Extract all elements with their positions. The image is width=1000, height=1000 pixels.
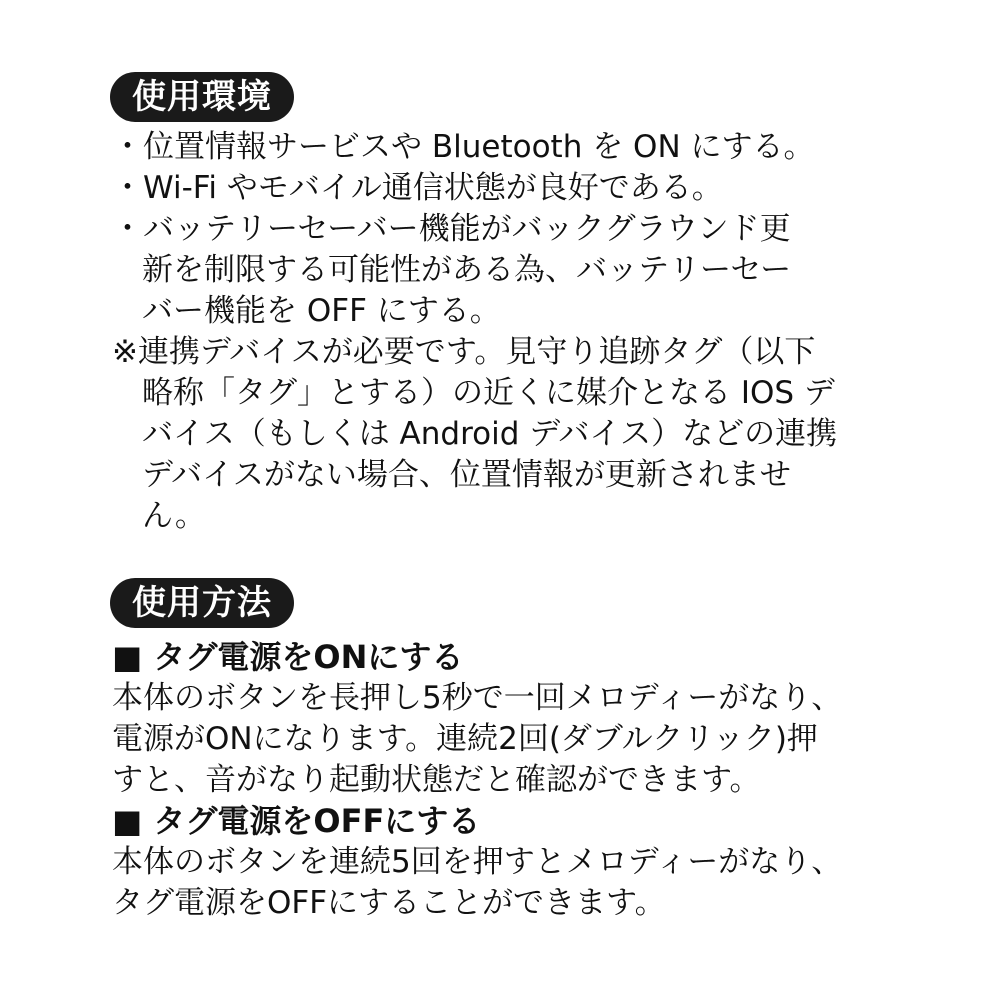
power-on-text-line: 電源がONになります。連続2回(ダブルクリック)押 — [112, 721, 818, 757]
env-line: ・Wi-Fi やモバイル通信状態が良好である。 — [112, 170, 723, 206]
power-off-subheading: ■ タグ電源をOFFにする — [112, 802, 481, 840]
environment-list — [112, 127, 902, 537]
power-on-subheading: ■ タグ電源をONにする — [112, 638, 464, 676]
env-note-line: 略称「タグ」とする）の近くに媒介となる IOS デ — [142, 375, 835, 411]
env-line: 新を制限する可能性がある為、バッテリーセー — [142, 252, 792, 288]
env-note-line: ん。 — [142, 498, 206, 534]
power-off-text-line: 本体のボタンを連続5回を押すとメロディーがなり、 — [112, 844, 843, 880]
section-heading-environment: 使用環境 — [110, 72, 294, 122]
env-note-line: ※連携デバイスが必要です。見守り追跡タグ（以下 — [112, 334, 816, 370]
power-off-text-line: タグ電源をOFFにすることができます。 — [112, 885, 666, 921]
power-on-text-line: 本体のボタンを長押し5秒で一回メロディーがなり、 — [112, 680, 843, 716]
power-on-text-line: すと、音がなり起動状態だと確認ができます。 — [112, 762, 761, 798]
env-line: ・バッテリーセーバー機能がバックグラウンド更 — [112, 211, 791, 247]
env-line: バー機能を OFF にする。 — [142, 293, 501, 329]
section-heading-usage: 使用方法 — [110, 578, 294, 628]
env-note-line: バイス（もしくは Android デバイス）などの連携 — [142, 416, 838, 452]
usage-content — [112, 637, 902, 924]
env-line: ・位置情報サービスや Bluetooth を ON にする。 — [112, 129, 815, 165]
env-note-line: デバイスがない場合、位置情報が更新されませ — [142, 457, 791, 493]
